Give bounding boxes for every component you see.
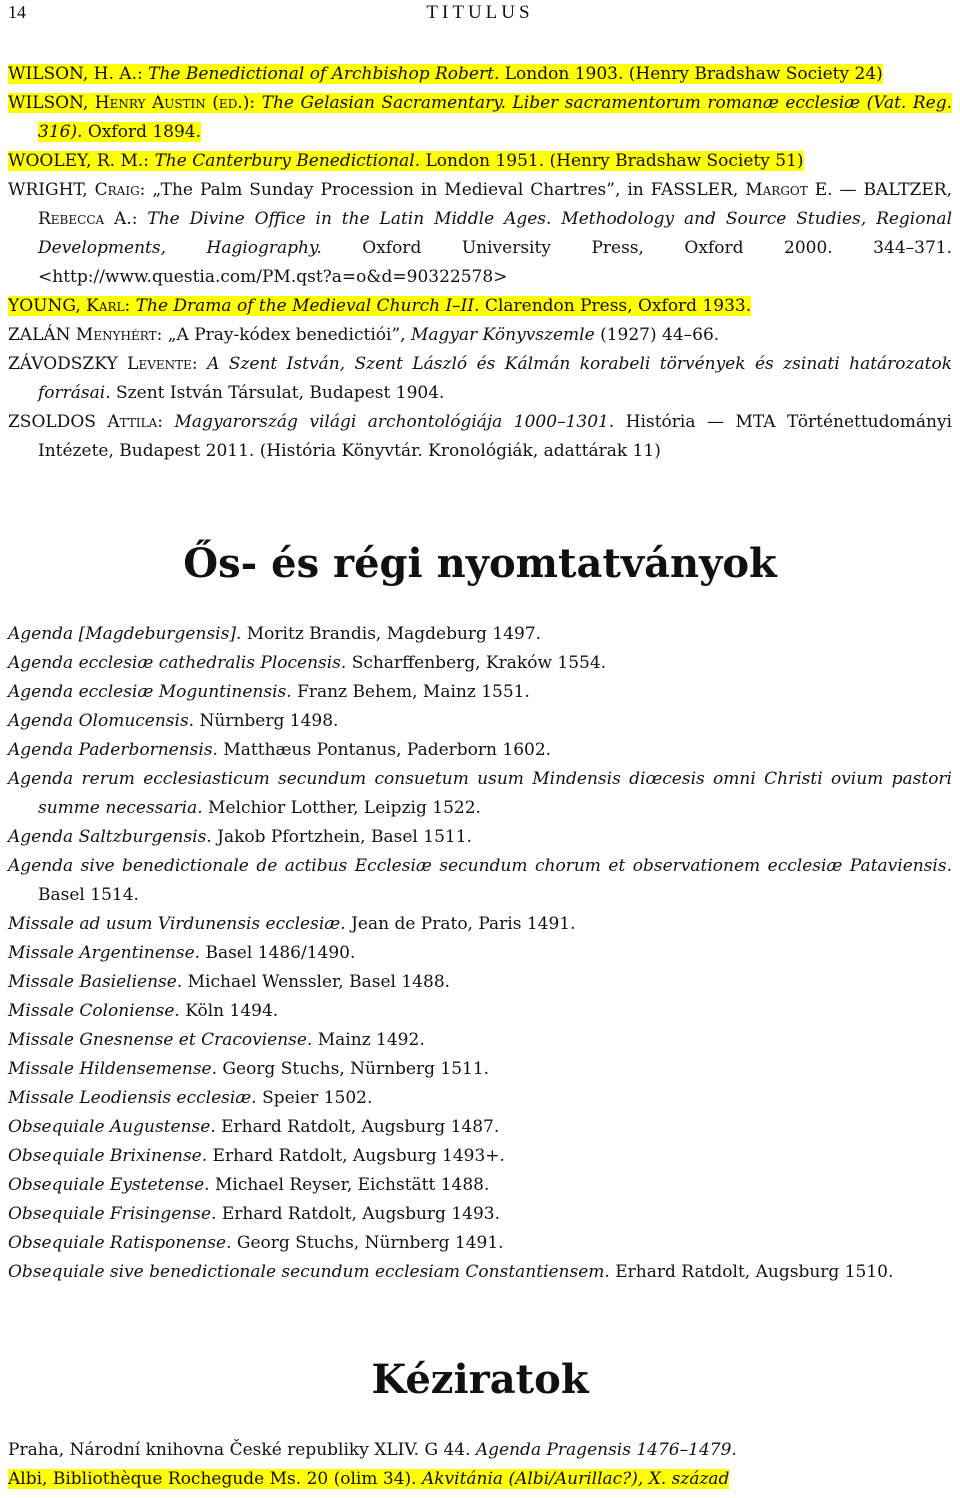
entry-article: „The Palm Sunday Procession in Medieval Chartres”, in: [145, 180, 651, 200]
printed-title: Agenda sive benedictionale de actibus Ecclesiæ secundum chorum et observationem ecclesiæ Pataviensis.: [8, 856, 952, 876]
printed-title: Agenda Paderbornensis.: [8, 740, 218, 760]
entry-publication: Oxford 1894.: [82, 122, 202, 142]
printed-title: Missale Leodiensis ecclesiæ.: [8, 1088, 257, 1108]
printed-source-entry: [8, 1084, 952, 1113]
running-header: [0, 0, 960, 30]
manuscript-entry: [8, 1465, 952, 1494]
printed-title: Obsequiale Ratisponense.: [8, 1233, 232, 1253]
printed-imprint: Scharffenberg, Kraków 1554.: [346, 653, 607, 673]
entry-title: The Canterbury Benedictional.: [154, 151, 421, 171]
printed-imprint: Erhard Ratdolt, Augsburg 1487.: [215, 1117, 500, 1137]
bibliography-entry: [8, 350, 952, 408]
printed-imprint: Köln 1494.: [179, 1001, 279, 1021]
entry-text: [8, 1469, 729, 1489]
entry-publication: London 1951. (Henry Bradshaw Society 51): [420, 151, 804, 171]
printed-source-entry: [8, 939, 952, 968]
entry-publication: London 1903. (Henry Bradshaw Society 24): [499, 64, 883, 84]
printed-imprint: Michael Wenssler, Basel 1488.: [182, 972, 451, 992]
entry-text: [8, 325, 719, 345]
printed-imprint: Jean de Prato, Paris 1491.: [345, 914, 576, 934]
entry-author: ZÁVODSZKY Levente:: [8, 354, 198, 374]
entry-text: [8, 296, 751, 316]
entry-title: Magyarország világi archontológiája 1000–1301.: [174, 412, 615, 432]
entry-title: A Szent István, Szent László és Kálmán korabeli törvények és zsinati határozatok forrásai.: [38, 354, 952, 403]
printed-imprint: Basel 1486/1490.: [200, 943, 356, 963]
printed-source-entry: [8, 968, 952, 997]
entry-publication: (1927) 44–66.: [594, 325, 720, 345]
entry-text: [8, 1440, 737, 1460]
entry-author: WRIGHT, Craig:: [8, 180, 146, 200]
manuscript-entry: [8, 1436, 952, 1465]
printed-imprint: Georg Stuchs, Nürnberg 1491.: [231, 1233, 504, 1253]
printed-source-entry: [8, 1229, 952, 1258]
running-title: TITULUS: [426, 2, 534, 23]
printed-imprint: Franz Behem, Mainz 1551.: [291, 682, 530, 702]
entry-text: [8, 64, 883, 84]
printed-title: Obsequiale Frisingense.: [8, 1204, 217, 1224]
bibliography-entry: [8, 60, 952, 89]
printed-source-entry: [8, 1171, 952, 1200]
printed-imprint: Nürnberg 1498.: [194, 711, 339, 731]
entry-publication: Oxford University Press, Oxford 2000. 344–371. <http://www.questia.com/PM.qst?a=o&d=90322578>: [38, 238, 952, 287]
printed-source-entry: [8, 1055, 952, 1084]
entry-text: [8, 93, 952, 142]
printed-title: Missale ad usum Virdunensis ecclesiæ.: [8, 914, 346, 934]
manuscript-shelfmark: Praha, Národní knihovna České republiky XLIV. G 44.: [8, 1440, 476, 1460]
entry-title: The Benedictional of Archbishop Robert.: [148, 64, 500, 84]
bibliography-entry: [8, 89, 952, 147]
printed-title: Agenda rerum ecclesiasticum secundum consuetum usum Mindensis diœcesis omni Christi ovium pastori summe necessaria.: [8, 769, 952, 818]
printed-sources-list: [8, 620, 952, 1287]
printed-source-entry: [8, 997, 952, 1026]
bibliography-entry: [8, 176, 952, 292]
printed-title: Obsequiale sive benedictionale secundum ecclesiam Constantiensem.: [8, 1262, 610, 1282]
printed-title: Agenda Olomucensis.: [8, 711, 195, 731]
printed-source-entry: [8, 1113, 952, 1142]
printed-imprint: Melchior Lotther, Leipzig 1522.: [202, 798, 481, 818]
entry-publication: História — MTA Történettudományi Intézete, Budapest 2011. (História Könyvtár. Kronológiák, adattárak 11): [38, 412, 952, 461]
printed-imprint: Erhard Ratdolt, Augsburg 1493+.: [207, 1146, 505, 1166]
entry-editors: FASSLER, Margot E. — BALTZER, Rebecca A.:: [38, 180, 952, 229]
printed-title: Obsequiale Augustense.: [8, 1117, 216, 1137]
entry-text: [8, 354, 952, 403]
printed-source-entry: [8, 620, 952, 649]
entry-author: WILSON, Henry Austin (ed.):: [8, 93, 256, 113]
printed-title: Missale Coloniense.: [8, 1001, 180, 1021]
entry-title: The Drama of the Medieval Church I–II.: [135, 296, 480, 316]
printed-source-entry: [8, 1026, 952, 1055]
printed-source-entry: [8, 649, 952, 678]
printed-imprint: Mainz 1492.: [312, 1030, 425, 1050]
entry-title: The Divine Office in the Latin Middle Ages. Methodology and Source Studies, Regional Developments, Hagiography.: [38, 209, 953, 258]
printed-source-entry: [8, 1200, 952, 1229]
printed-imprint: Michael Reyser, Eichstätt 1488.: [209, 1175, 490, 1195]
printed-title: Obsequiale Brixinense.: [8, 1146, 208, 1166]
printed-imprint: Speier 1502.: [256, 1088, 373, 1108]
printed-title: Agenda ecclesiæ Moguntinensis.: [8, 682, 292, 702]
entry-text: [8, 412, 952, 461]
printed-source-entry: [8, 852, 952, 910]
printed-source-entry: [8, 707, 952, 736]
bibliography-list: [8, 60, 952, 466]
entry-author: YOUNG, Karl:: [8, 296, 131, 316]
manuscript-title: Agenda Pragensis 1476–1479.: [475, 1440, 737, 1460]
printed-title: Agenda Saltzburgensis.: [8, 827, 212, 847]
printed-source-entry: [8, 765, 952, 823]
printed-title: Missale Hildensemense.: [8, 1059, 218, 1079]
entry-author: WOOLEY, R. M.:: [8, 151, 150, 171]
printed-imprint: Jakob Pfortzhein, Basel 1511.: [211, 827, 472, 847]
entry-article: „A Pray-kódex benedictiói”,: [162, 325, 411, 345]
entry-text: [8, 151, 804, 171]
printed-imprint: Erhard Ratdolt, Augsburg 1510.: [609, 1262, 894, 1282]
entry-publication: Clarendon Press, Oxford 1933.: [479, 296, 752, 316]
entry-title: The Gelasian Sacramentary. Liber sacramentorum romanæ ecclesiæ (Vat. Reg. 316).: [38, 93, 952, 142]
printed-imprint: Basel 1514.: [38, 885, 139, 905]
entry-author: ZSOLDOS Attila:: [8, 412, 164, 432]
printed-title: Missale Argentinense.: [8, 943, 201, 963]
printed-title: Agenda ecclesiæ cathedralis Plocensis.: [8, 653, 347, 673]
printed-source-entry: [8, 736, 952, 765]
printed-imprint: Matthæus Pontanus, Paderborn 1602.: [217, 740, 552, 760]
bibliography-entry: [8, 408, 952, 466]
printed-title: Missale Gnesnense et Cracoviense.: [8, 1030, 313, 1050]
printed-source-entry: [8, 823, 952, 852]
printed-imprint: Georg Stuchs, Nürnberg 1511.: [217, 1059, 490, 1079]
entry-author: WILSON, H. A.:: [8, 64, 143, 84]
printed-source-entry: [8, 910, 952, 939]
printed-title: Obsequiale Eystetense.: [8, 1175, 210, 1195]
entry-text: [8, 180, 952, 287]
manuscripts-list: [8, 1436, 952, 1494]
printed-title: Agenda [Magdeburgensis].: [8, 624, 242, 644]
bibliography-entry: [8, 147, 952, 176]
bibliography-entry: [8, 321, 952, 350]
printed-source-entry: [8, 1142, 952, 1171]
entry-publication: Szent István Társulat, Budapest 1904.: [110, 383, 445, 403]
printed-source-entry: [8, 678, 952, 707]
printed-imprint: Moritz Brandis, Magdeburg 1497.: [241, 624, 542, 644]
printed-imprint: Erhard Ratdolt, Augsburg 1493.: [216, 1204, 500, 1224]
section-heading-manuscripts: Kéziratok: [371, 1356, 589, 1403]
printed-title: Missale Basieliense.: [8, 972, 183, 992]
page-number: 14: [8, 2, 26, 22]
entry-author: ZALÁN Menyhért:: [8, 325, 163, 345]
entry-title: Magyar Könyvszemle: [410, 325, 595, 345]
printed-source-entry: [8, 1258, 952, 1287]
bibliography-entry: [8, 292, 952, 321]
manuscript-shelfmark: Albi, Bibliothèque Rochegude Ms. 20 (olim 34).: [8, 1469, 422, 1489]
manuscript-title: Akvitánia (Albi/Aurillac?), X. század: [421, 1469, 730, 1489]
section-heading-printed: Ős- és régi nyomtatványok: [183, 540, 777, 587]
